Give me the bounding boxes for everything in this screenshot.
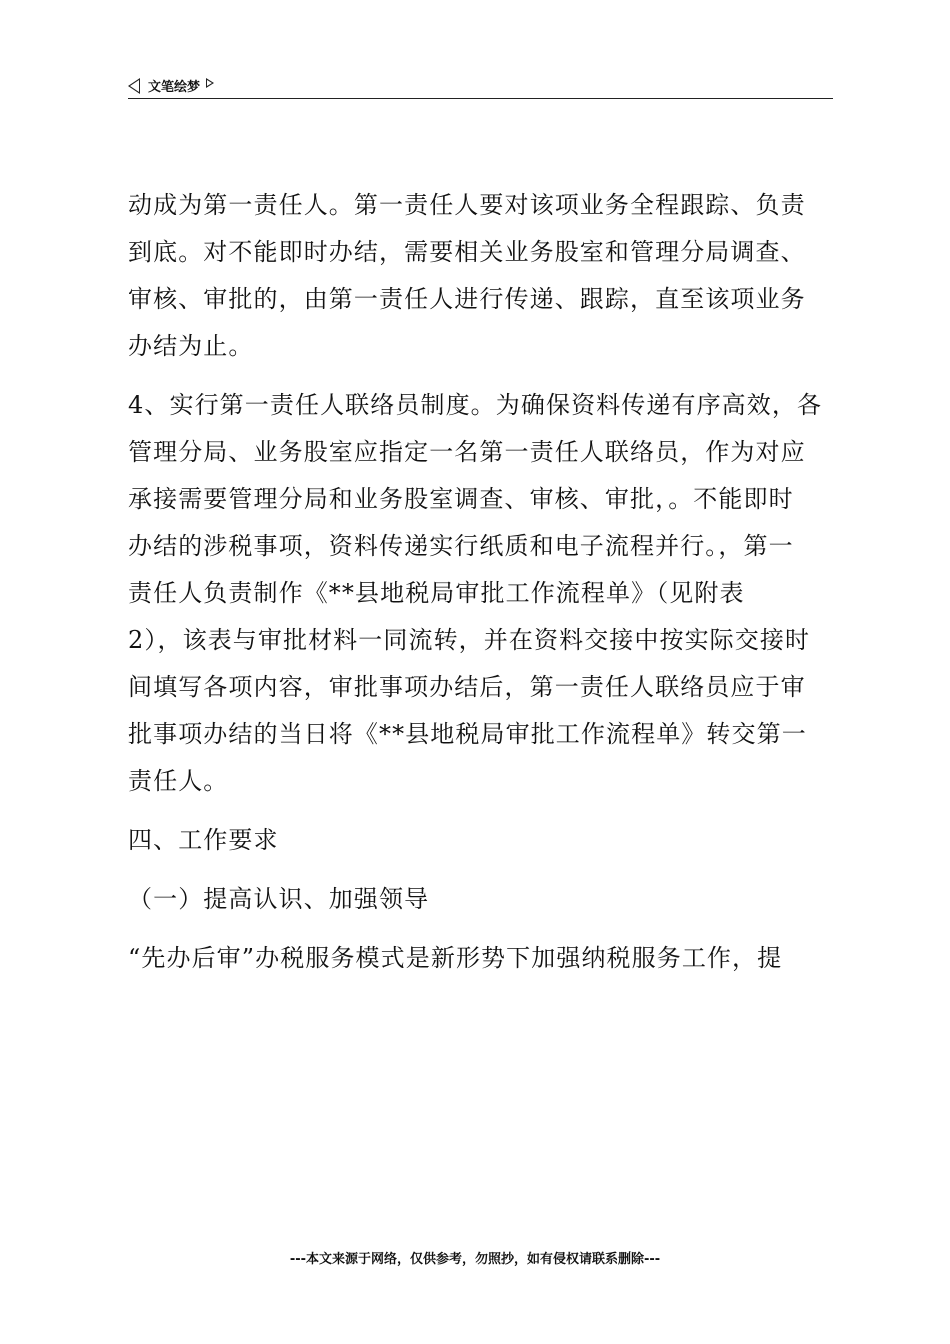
body-line: 办结为止。 <box>128 332 254 360</box>
section-heading: 四、工作要求 <box>128 826 279 854</box>
page-header <box>128 72 833 99</box>
triangle-left-icon <box>128 78 140 94</box>
body-line: “先办后审”办税服务模式是新形势下加强纳税服务工作，提 <box>128 944 783 972</box>
body-line: 4、实行第一责任人联络员制度。为确保资料传递有序高效，各 <box>128 391 823 419</box>
body-line: 间填写各项内容，审批事项办结后，第一责任人联络员应于审 <box>128 673 806 701</box>
body-line: 2），该表与审批材料一同流转，并在资料交接中按实际交接时 <box>128 626 811 654</box>
document-body <box>128 182 833 982</box>
body-line: 责任人。 <box>128 767 229 795</box>
body-line: 责任人负责制作《**县地税局审批工作流程单》（见附表 <box>128 579 745 607</box>
body-line: 承接需要管理分局和业务股室调查、审核、审批，。不能即时 <box>128 485 794 513</box>
body-line: 批事项办结的当日将《**县地税局审批工作流程单》转交第一 <box>128 720 807 748</box>
subsection-heading: （一）提高认识、加强领导 <box>128 885 430 913</box>
body-line: 到底。对不能即时办结，需要相关业务股室和管理分局调查、 <box>128 238 806 266</box>
body-line: 办结的涉税事项，资料传递实行纸质和电子流程并行。，第一 <box>128 532 794 560</box>
body-line: 审核、审批的，由第一责任人进行传递、跟踪，直至该项业务 <box>128 285 806 313</box>
page-footer: ---本文来源于网络，仅供参考，勿照抄，如有侵权请联系删除--- <box>289 1252 661 1267</box>
body-line: 管理分局、业务股室应指定一名第一责任人联络员，作为对应 <box>128 438 806 466</box>
header-title: 文笔绘梦 <box>148 80 201 95</box>
body-line: 动成为第一责任人。第一责任人要对该项业务全程跟踪、负责 <box>128 191 806 219</box>
header-brand <box>128 76 214 95</box>
triangle-right-icon <box>206 78 214 88</box>
